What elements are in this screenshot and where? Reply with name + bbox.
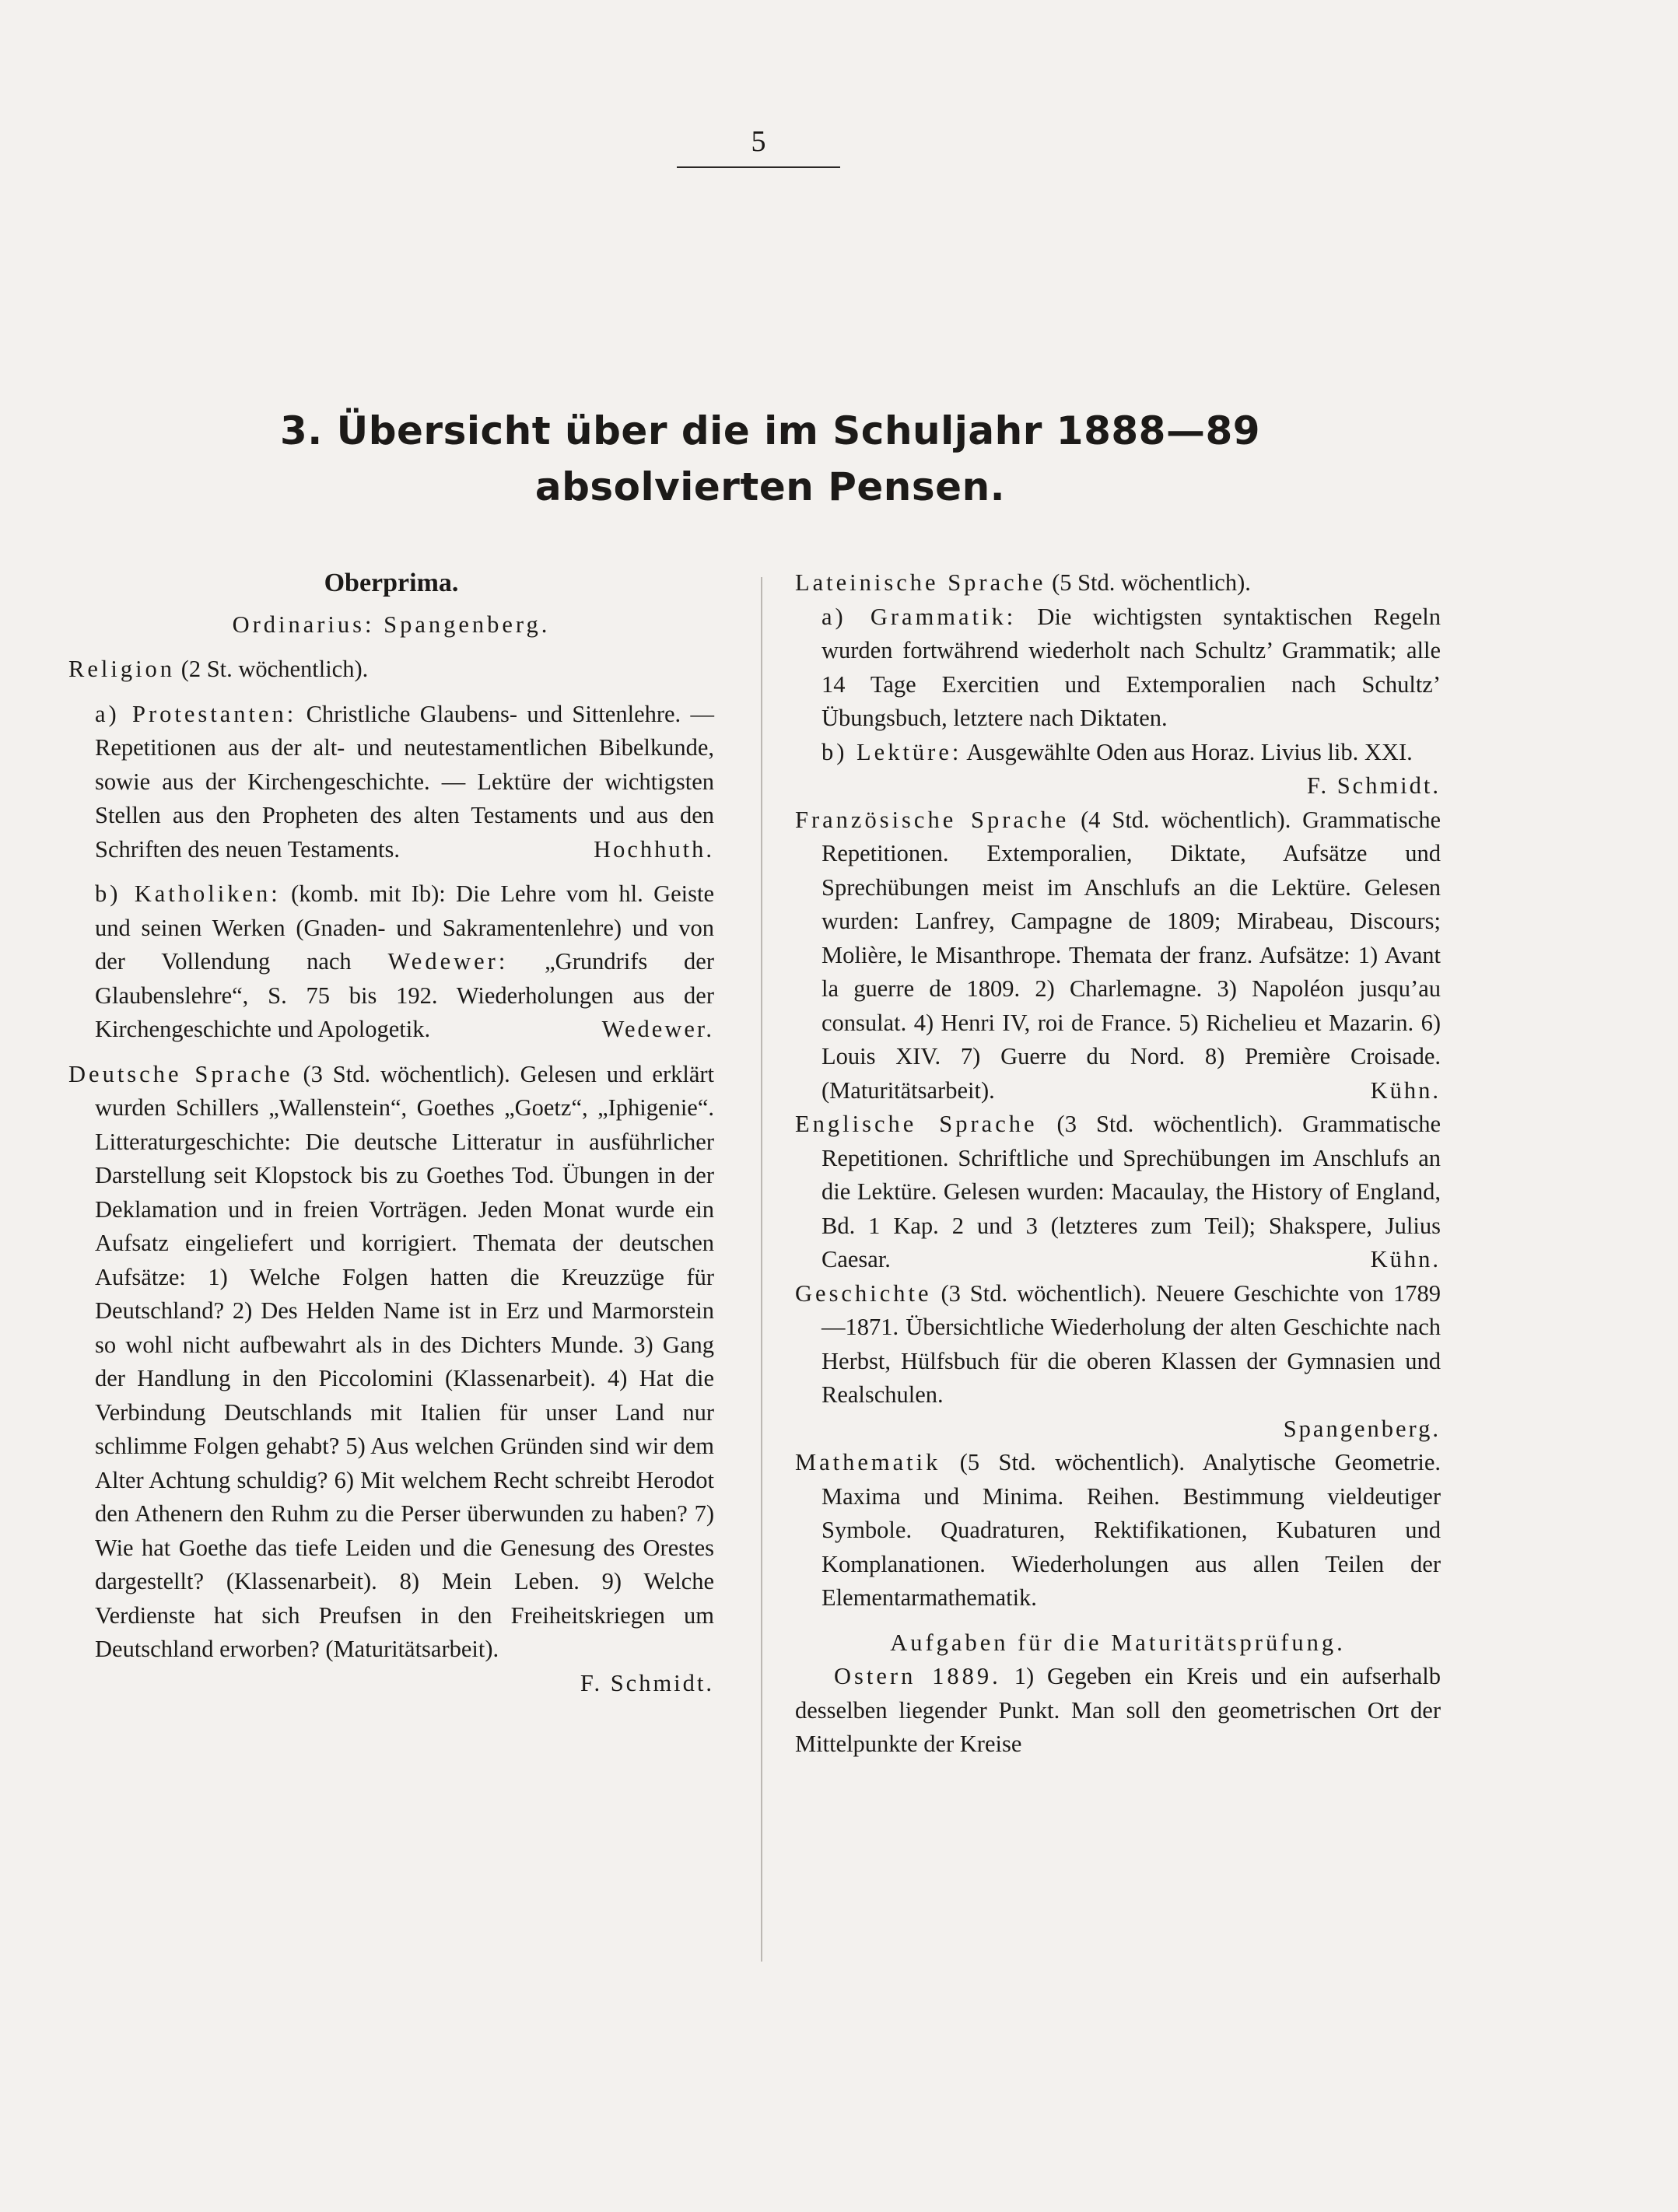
exam-date: Ostern 1889.	[834, 1663, 1001, 1689]
protestant-text: Christliche Glaubens- und Sittenlehre. — Repetitionen aus der alt- und neutestamentlichen Bibelkunde, sowie aus der Kirchengeschichte. — Lektüre der wichtigsten Stellen aus den Propheten des alten Testaments und aus den Schriften des neuen Testaments.	[95, 700, 714, 863]
catholic-author: Wedewer:	[387, 948, 509, 975]
exam-heading: Aufgaben für die Maturitätsprüfung.	[890, 1629, 1346, 1656]
english-text: (3 Std. wöchentlich). Grammatische Repetitionen. Schriftliche und Sprechübungen im Anschlufs an die Lektüre. Gelesen wurden: Macaulay, the History of England, Bd. 1 Kap. 2 und 3 (letzteres zum Teil); Shakspere, Julius Caesar.	[821, 1111, 1441, 1272]
latin-grammar-label: a) Grammatik:	[821, 603, 1017, 630]
religion-subject: Religion	[68, 656, 176, 682]
french-section	[795, 803, 1441, 1108]
ordinarius-line: Ordinarius: Spangenberg.	[232, 611, 551, 638]
left-column	[68, 566, 714, 1700]
french-text: (4 Std. wöchentlich). Grammatische Repetitionen. Extemporalien, Diktate, Aufsätze und Sprechübungen meist im Anschlufs an die Lektüre. Gelesen wurden: Lanfrey, Campagne de 1809; Mirabeau, Discours; Molière, le Misanthrope. Themata der franz. Aufsätze: 1) Avant la guerre de 1809. 2) Charlemagne. 3) Napoléon jusqu’au consulat. 4) Henri IV, roi de France. 5) Richelieu et Mazarin. 6) Louis XIV. 7) Guerre du Nord. 8) Première Croisade. (Maturitätsarbeit).	[821, 806, 1441, 1104]
math-section	[795, 1446, 1441, 1615]
exam-task	[795, 1660, 1441, 1762]
catholic-text-2: „Grundrifs der Glaubenslehre“, S. 75 bis 192. Wiederholungen aus der Kirchengeschichte und Apologetik.	[95, 948, 714, 1042]
german-subject: Deutsche Sprache	[68, 1060, 293, 1087]
german-section	[68, 1058, 714, 1667]
catholic-text-1: (komb. mit Ib): Die Lehre vom hl. Geiste und seinen Werken (Gnaden- und Sakramentenlehre) und von der Vollendung nach	[95, 880, 715, 975]
math-subject: Mathematik	[795, 1449, 941, 1475]
religion-catholic	[68, 877, 714, 1047]
exam-text: 1) Gegeben ein Kreis und ein aufserhalb desselben liegender Punkt. Man soll den geometrischen Ort der Mittelpunkte der Kreise	[795, 1663, 1442, 1757]
catholic-label: b) Katholiken:	[95, 880, 281, 907]
religion-hours: (2 St. wöchentlich).	[180, 656, 369, 682]
english-teacher: Kühn.	[1370, 1246, 1441, 1272]
latin-subject: Lateinische Sprache	[795, 569, 1046, 596]
latin-heading	[795, 566, 1441, 600]
header-rule	[677, 166, 840, 168]
history-teacher: Spangenberg.	[1283, 1415, 1441, 1442]
section-title	[156, 403, 1385, 515]
english-subject: Englische Sprache	[795, 1111, 1038, 1137]
latin-teacher: F. Schmidt.	[1306, 772, 1441, 799]
english-section	[795, 1108, 1441, 1277]
history-subject: Geschichte	[795, 1279, 932, 1307]
protestant-teacher: Hochhuth.	[594, 835, 714, 863]
title-line-1: 3. Übersicht über die im Schuljahr 1888—89	[279, 408, 1261, 453]
latin-reading-label: b) Lektüre:	[821, 738, 962, 765]
math-text: (5 Std. wöchentlich). Analytische Geometrie. Maxima und Minima. Reihen. Bestimmung vieldeutiger Symbole. Quadraturen, Rektifikationen, Kubaturen und Komplanationen. Wiederholungen aus allen Teilen der Elementarmathematik.	[821, 1449, 1441, 1611]
latin-reading-text: Ausgewählte Oden aus Horaz. Livius lib. XXI.	[966, 738, 1413, 765]
class-heading: Oberprima.	[324, 569, 459, 597]
latin-hours: (5 Std. wöchentlich).	[1052, 569, 1251, 596]
german-teacher: F. Schmidt.	[580, 1669, 714, 1696]
religion-heading	[68, 653, 714, 687]
french-subject: Französische Sprache	[795, 806, 1070, 833]
catholic-teacher: Wedewer.	[601, 1016, 714, 1042]
column-divider	[761, 577, 762, 1962]
title-line-2: absolvierten Pensen.	[534, 464, 1006, 509]
french-teacher: Kühn.	[1370, 1076, 1441, 1104]
history-section	[795, 1277, 1441, 1412]
page-number: 5	[751, 125, 766, 158]
right-column	[795, 566, 1441, 1762]
latin-grammar-text: Die wichtigsten syntaktischen Regeln wurden fortwährend wiederholt nach Schultz’ Grammatik; alle 14 Tage Exercitien und Extemporalien nach Schultz’ Übungsbuch, letztere nach Diktaten.	[821, 603, 1441, 731]
latin-grammar	[795, 600, 1441, 736]
protestant-label: a) Protestanten:	[95, 700, 297, 727]
latin-reading	[795, 736, 1441, 803]
history-text: (3 Std. wöchentlich). Neuere Geschichte von 1789—1871. Übersichtliche Wiederholung der alten Geschichte nach Herbst, Hülfsbuch für die oberen Klassen der Gymnasien und Realschulen.	[821, 1279, 1441, 1408]
german-text: (3 Std. wöchentlich). Gelesen und erklärt wurden Schillers „Wallenstein“, Goethes „Goetz“, „Iphigenie“. Litteraturgeschichte: Die deutsche Litteratur in ausführlicher Darstellung seit Klopstock bis zu Goethes Tod. Übungen in der Deklamation und in freien Vorträgen. Jeden Monat wurde ein Aufsatz eingeliefert und korrigiert. Themata der deutschen Aufsätze: 1) Welche Folgen hatten die Kreuzzüge für Deutschland? 2) Des Helden Name ist in Erz und Marmorstein so wohl nicht aufbewahrt als in des Dichters Munde. 3) Gang der Handlung in den Piccolomini (Klassenarbeit). 4) Hat die Verbindung Deutschlands mit Italien für unser Land nur schlimme Folgen gehabt? 5) Aus welchen Gründen sind wir dem Alter Achtung schuldig? 6) Mit welchem Recht schreibt Herodot den Athenern den Ruhm zu die Perser überwunden zu haben? 7) Wie hat Goethe das tiefe Leiden und die Genesung des Orestes dargestellt? (Klassenarbeit). 8) Mein Leben. 9) Welche Verdienste hat sich Preufsen in den Freiheitskriegen um Deutschland erworben? (Maturitätsarbeit).	[95, 1060, 714, 1662]
religion-protestant	[68, 698, 714, 867]
